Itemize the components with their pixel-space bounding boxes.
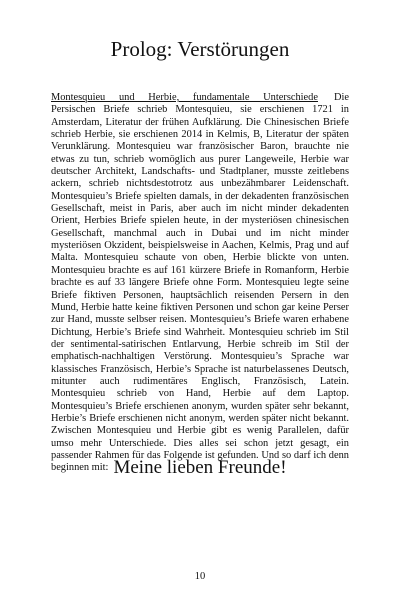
chapter-title: Prolog: Verstörungen	[110, 37, 290, 61]
section-heading: Montesquieu und Herbie, fundamentale Unterschiede	[51, 92, 318, 103]
body-text: Die Persischen Briefe schrieb Montesquieu, sie erschienen 1721 in Amsterdam, Literatur der frühen Aufklärung. Die Chinesischen Briefe schrieb Herbie, sie erschienen 2014 in Kelmis, B, Literatur der späten Verunklärung. Montesquieu war französischer Baron, brauchte nie etwas zu tun, schrieb womöglich aus purer Langeweile, Herbie war deutscher Architekt, Landschafts- und Stadtplaner, musste zeitlebens ackern, schrieb nichtsdestotrotz aus unbezähmbarer Leidenschaft. Montesquieu’s Briefe spielten damals, in der dekadenten französischen Gesellschaft, meist in Paris, aber auch im nicht minder dekadenten Orient, Herbies Briefe spielen heute, in der mysteriösen chinesischen Gesellschaft, manchmal auch in Dubai und im nicht minder mysteriösen Okzident, beispielsweise in Aachen, Kelmis, Prag und auf Malta. Montesquieu schaute von oben, Herbie blickte von unten. Montesquieu brachte es auf 161 kürzere Briefe in Romanform, Herbie brachte es auf 33 längere Briefe ohne Form. Montesquieu legte seine Briefe fiktiven Personen, hauptsächlich reisenden Persern in den Mund, Herbie hatte keine fiktiven Personen und schon gar keine Perser zur Hand, musste selbser reisen. Montesquieu’s Briefe waren erhabene Dichtung, Herbie’s Briefe sind Wahrheit. Montesquieu schrieb im Stil der sentimental-satirischen Entlarvung, Herbie schreib im Stil der emphatisch-nachhaltigen Verstörung. Montesquieu’s Sprache war klassisches Französisch, Herbie’s Sprache ist naturbelassenes Deutsch, mitunter auch rudimentäres Englisch, Französisch, Latein. Montesquieu schrieb von Hand, Herbie auf dem Laptop. Montesquieu’s Briefe erschienen anonym, wurden später sehr bekannt, Herbie’s Briefe erschienen nicht anonym, werden später nicht bekannt. Zwischen Montesquieu und Herbie gibt es wenig Parallelen, dafür umso mehr Unterschiede. Dies alles sei schon jetzt gesagt, ein passender Rahmen für das Folgende ist gefunden. Und so darf ich denn beginnen mit:	[51, 92, 349, 474]
body-paragraph	[51, 92, 349, 475]
page-number: 10	[194, 571, 206, 582]
salutation: Meine lieben Freunde!	[113, 457, 287, 478]
